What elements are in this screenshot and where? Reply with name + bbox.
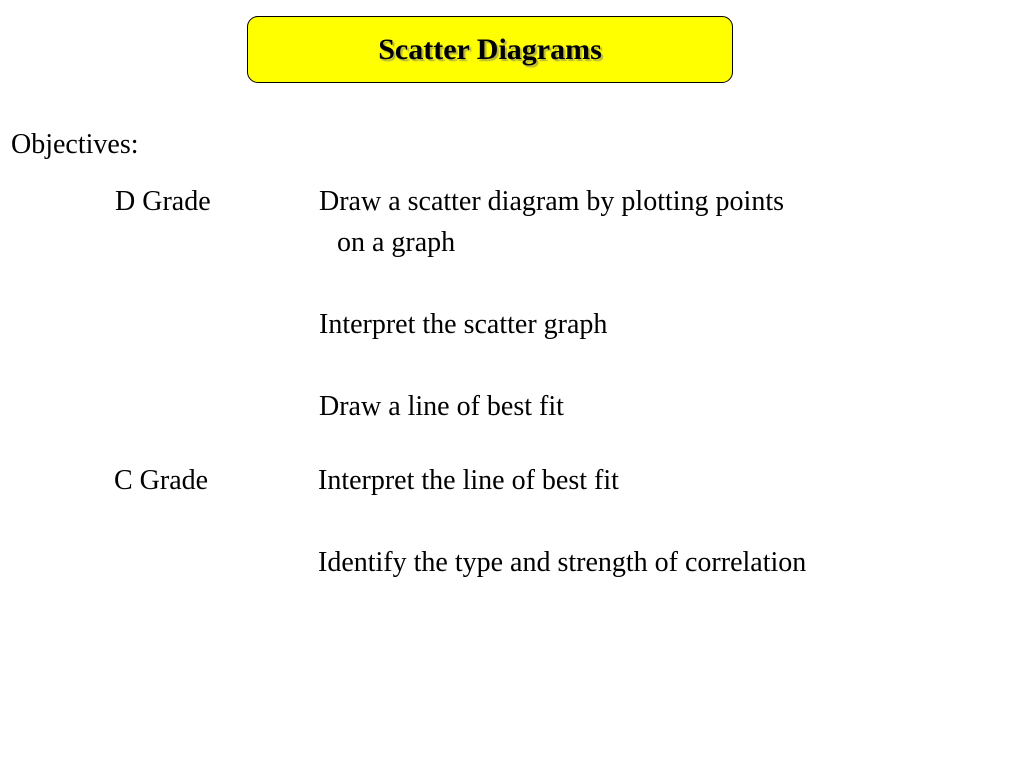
objective-text: Draw a scatter diagram by plotting points xyxy=(319,186,784,217)
grade-label-c: C Grade xyxy=(114,465,209,496)
objective-text-continuation: on a graph xyxy=(337,227,456,258)
title-box xyxy=(247,16,733,83)
objective-text: Interpret the scatter graph xyxy=(319,309,608,340)
objective-text: Draw a line of best fit xyxy=(319,391,564,422)
slide-title: Scatter Diagrams xyxy=(378,32,602,66)
grade-label-d: D Grade xyxy=(115,186,211,217)
objective-text: Identify the type and strength of correlation xyxy=(318,547,807,578)
objectives-heading: Objectives: xyxy=(11,129,139,160)
objective-text: Interpret the line of best fit xyxy=(318,465,619,496)
